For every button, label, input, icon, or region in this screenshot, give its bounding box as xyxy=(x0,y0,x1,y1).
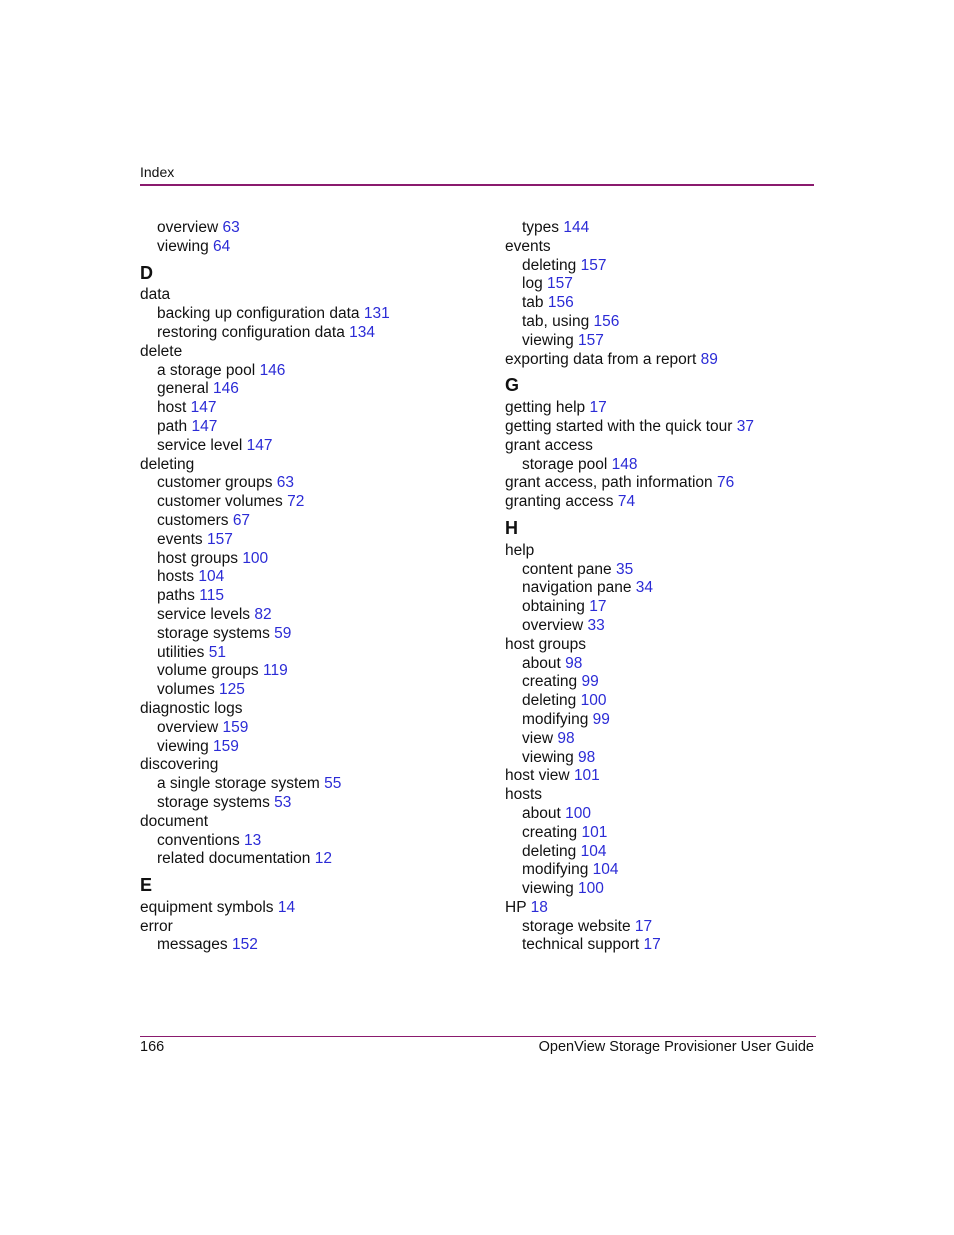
page-link[interactable]: 146 xyxy=(213,380,239,398)
page-link[interactable]: 134 xyxy=(349,323,376,341)
index-subentry xyxy=(505,936,845,955)
index-term: hosts xyxy=(157,568,195,586)
index-term: deleting xyxy=(522,842,577,860)
index-term: customer groups xyxy=(157,474,273,492)
page-link[interactable]: 101 xyxy=(581,823,608,841)
page-link[interactable]: 159 xyxy=(222,718,249,736)
index-term: viewing xyxy=(157,737,209,755)
index-subentry xyxy=(505,313,845,332)
page-link[interactable]: 98 xyxy=(565,654,583,672)
page-link[interactable]: 18 xyxy=(530,898,548,916)
index-term: grant access xyxy=(505,436,593,454)
page-link[interactable]: 101 xyxy=(573,767,600,785)
index-term: viewing xyxy=(522,748,574,766)
index-subentry xyxy=(505,219,845,238)
page-link[interactable]: 100 xyxy=(578,880,604,898)
page-link[interactable]: 98 xyxy=(578,748,596,766)
header-rule xyxy=(140,184,814,186)
page-link[interactable]: 100 xyxy=(242,549,269,567)
index-entry xyxy=(505,351,845,370)
index-subentry xyxy=(140,738,480,757)
index-entry xyxy=(505,767,845,786)
index-term: overview xyxy=(157,718,219,736)
page-link[interactable]: 147 xyxy=(190,399,217,417)
index-entry xyxy=(505,399,845,418)
page-link[interactable]: 72 xyxy=(287,493,305,511)
index-subentry xyxy=(140,662,480,681)
index-term: a storage pool xyxy=(157,361,256,379)
index-section-letter: D xyxy=(140,262,153,283)
index-subentry xyxy=(505,692,845,711)
page-link[interactable]: 159 xyxy=(213,737,239,755)
index-term: customers xyxy=(157,511,229,529)
index-subentry xyxy=(505,805,845,824)
index-entry xyxy=(505,542,845,561)
page-link[interactable]: 104 xyxy=(592,861,619,879)
page-link[interactable]: 131 xyxy=(363,305,390,323)
page-link[interactable]: 13 xyxy=(244,831,262,849)
page-link[interactable]: 55 xyxy=(324,775,342,793)
page-link[interactable]: 63 xyxy=(276,474,295,492)
index-subentry xyxy=(505,294,845,313)
index-subentry xyxy=(140,794,480,813)
index-term: tab xyxy=(522,294,544,312)
index-term: utilities xyxy=(157,643,205,661)
index-term: creating xyxy=(522,823,578,841)
index-subentry xyxy=(505,918,845,937)
page-link[interactable]: 156 xyxy=(593,312,620,330)
page-link[interactable]: 76 xyxy=(716,474,735,492)
running-header: Index xyxy=(140,164,175,180)
index-term: about xyxy=(522,804,561,822)
index-subentry xyxy=(140,512,480,531)
page-link[interactable]: 67 xyxy=(232,511,251,529)
index-entry xyxy=(140,286,480,305)
page-link[interactable]: 157 xyxy=(580,256,607,274)
page-link[interactable]: 157 xyxy=(578,331,604,349)
index-subentry xyxy=(505,824,845,843)
page-link[interactable]: 144 xyxy=(563,219,590,236)
index-subentry xyxy=(140,324,480,343)
index-term: content pane xyxy=(522,560,612,578)
index-term: navigation pane xyxy=(522,579,632,597)
index-term: data xyxy=(140,286,171,304)
index-subentry xyxy=(140,380,480,399)
index-term: host groups xyxy=(505,635,586,653)
index-term: path xyxy=(157,417,188,435)
index-subentry xyxy=(505,861,845,880)
index-subentry xyxy=(140,238,480,257)
index-term: related documentation xyxy=(157,850,311,868)
index-subentry xyxy=(505,749,845,768)
page-link[interactable]: 125 xyxy=(219,681,245,699)
page-link[interactable]: 17 xyxy=(589,598,607,616)
index-term: view xyxy=(522,729,554,747)
index-term: getting help xyxy=(505,399,586,417)
index-term: equipment symbols xyxy=(140,898,274,916)
index-entry xyxy=(505,437,845,456)
index-term: deleting xyxy=(140,455,195,473)
index-section-letter: H xyxy=(505,517,518,538)
page-link[interactable]: 14 xyxy=(277,898,296,916)
page-link[interactable]: 37 xyxy=(736,417,755,435)
index-entry xyxy=(505,786,845,805)
index-term: host groups xyxy=(157,549,238,567)
index-subentry xyxy=(140,531,480,550)
index-subentry xyxy=(505,843,845,862)
index-entry xyxy=(505,474,845,493)
index-term: viewing xyxy=(522,880,574,898)
page-link[interactable]: 119 xyxy=(262,662,288,680)
index-term: log xyxy=(522,275,543,293)
index-subentry xyxy=(505,711,845,730)
page-link[interactable]: 146 xyxy=(259,361,286,379)
index-subentry xyxy=(505,655,845,674)
page-link[interactable]: 99 xyxy=(592,710,610,728)
index-term: host view xyxy=(505,767,570,785)
index-entry xyxy=(505,238,845,257)
index-term: modifying xyxy=(522,861,589,879)
index-subentry xyxy=(140,474,480,493)
index-term: general xyxy=(157,380,209,398)
index-subentry xyxy=(140,550,480,569)
index-subentry xyxy=(505,598,845,617)
index-section-letter: E xyxy=(140,875,153,896)
index-subentry xyxy=(140,775,480,794)
page-link[interactable]: 157 xyxy=(547,275,573,293)
index-entry xyxy=(140,343,480,362)
index-term: host xyxy=(157,399,187,417)
index-term: exporting data from a report xyxy=(505,350,697,368)
page-link[interactable]: 104 xyxy=(198,568,225,586)
index-subentry xyxy=(140,362,480,381)
index-term: viewing xyxy=(157,237,209,255)
index-term: storage website xyxy=(522,917,631,935)
page-link[interactable]: 157 xyxy=(206,530,233,548)
index-entry xyxy=(140,918,480,937)
index-term: obtaining xyxy=(522,598,585,616)
index-term: service level xyxy=(157,436,243,454)
index-term: deleting xyxy=(522,692,577,710)
index-term: grant access, path information xyxy=(505,474,713,492)
page-link[interactable]: 17 xyxy=(643,936,661,954)
footer-rule xyxy=(140,1036,816,1037)
index-subentry xyxy=(505,617,845,636)
index-term: service levels xyxy=(157,605,251,623)
index-subentry xyxy=(140,936,480,955)
index-subentry xyxy=(140,850,480,869)
index-term: creating xyxy=(522,673,578,691)
index-term: overview xyxy=(522,616,584,634)
page-number: 166 xyxy=(140,1039,165,1055)
index-subentry xyxy=(505,730,845,749)
page-link[interactable]: 74 xyxy=(617,493,636,511)
index-subentry xyxy=(140,644,480,663)
index-term: diagnostic logs xyxy=(140,699,243,717)
page-link[interactable]: 59 xyxy=(274,624,292,642)
index-term: tab, using xyxy=(522,312,590,330)
page-link[interactable]: 100 xyxy=(580,692,607,710)
index-entry xyxy=(505,636,845,655)
index-term: storage systems xyxy=(157,793,270,811)
index-entry xyxy=(140,756,480,775)
index-entry xyxy=(140,700,480,719)
index-subentry xyxy=(140,568,480,587)
page-link[interactable]: 104 xyxy=(580,842,607,860)
page-link[interactable]: 156 xyxy=(547,294,574,312)
index-subentry xyxy=(140,681,480,700)
index-term: storage systems xyxy=(157,624,270,642)
index-entry xyxy=(505,493,845,512)
page-link[interactable]: 17 xyxy=(634,917,653,935)
index-term: hosts xyxy=(505,786,543,804)
index-term: document xyxy=(140,812,209,830)
index-term: about xyxy=(522,654,561,672)
index-subentry xyxy=(140,493,480,512)
page-link[interactable]: 53 xyxy=(274,793,292,811)
page-link[interactable]: 64 xyxy=(213,237,231,255)
page-link[interactable]: 147 xyxy=(246,436,273,454)
index-entry xyxy=(140,899,480,918)
index-entry xyxy=(140,813,480,832)
page-link[interactable]: 98 xyxy=(557,729,575,747)
index-column-right xyxy=(505,219,845,955)
index-subentry xyxy=(140,437,480,456)
index-term: events xyxy=(157,530,203,548)
index-entry xyxy=(505,899,845,918)
page-link[interactable]: 35 xyxy=(615,560,634,578)
index-subentry xyxy=(140,305,480,324)
index-term: discovering xyxy=(140,756,219,774)
index-term: restoring configuration data xyxy=(157,323,345,341)
index-term: error xyxy=(140,917,173,935)
index-term: types xyxy=(522,219,560,236)
index-entry xyxy=(505,418,845,437)
index-term: a single storage system xyxy=(157,775,320,793)
index-subentry xyxy=(140,625,480,644)
index-subentry xyxy=(140,219,480,238)
index-subentry xyxy=(505,332,845,351)
page-link[interactable]: 89 xyxy=(700,350,718,368)
index-term: volume groups xyxy=(157,662,259,680)
page-link[interactable]: 12 xyxy=(314,850,332,868)
index-subentry xyxy=(140,719,480,738)
page-link[interactable]: 82 xyxy=(254,605,272,623)
page-link[interactable]: 100 xyxy=(565,804,591,822)
index-term: delete xyxy=(140,342,183,360)
index-term: paths xyxy=(157,587,195,605)
index-section-letter: G xyxy=(505,375,520,396)
index-term: HP xyxy=(505,898,527,916)
page-link[interactable]: 148 xyxy=(611,455,638,473)
page-link[interactable]: 33 xyxy=(587,616,605,634)
index-subentry xyxy=(140,399,480,418)
index-subentry xyxy=(505,456,845,475)
page-link[interactable]: 17 xyxy=(589,399,607,417)
index-term: help xyxy=(505,541,535,559)
page-link[interactable]: 51 xyxy=(208,643,226,661)
index-term: events xyxy=(505,237,551,255)
index-entry xyxy=(140,456,480,475)
page-link[interactable]: 152 xyxy=(231,936,258,954)
index-subentry xyxy=(505,880,845,899)
index-term: messages xyxy=(157,936,228,954)
page-link[interactable]: 147 xyxy=(191,417,218,435)
index-term: granting access xyxy=(505,493,614,511)
page-link[interactable]: 99 xyxy=(581,673,599,691)
index-term: technical support xyxy=(522,936,640,954)
index-column-left xyxy=(140,219,480,955)
index-term: conventions xyxy=(157,831,240,849)
index-term: customer volumes xyxy=(157,493,283,511)
document-title: OpenView Storage Provisioner User Guide xyxy=(538,1039,814,1055)
index-term: deleting xyxy=(522,256,577,274)
index-term: viewing xyxy=(522,331,574,349)
index-subentry xyxy=(140,832,480,851)
index-subentry xyxy=(140,606,480,625)
index-term: backing up configuration data xyxy=(157,305,360,323)
index-term: overview xyxy=(157,219,219,236)
index-term: modifying xyxy=(522,710,589,728)
index-subentry xyxy=(140,587,480,606)
index-subentry xyxy=(505,561,845,580)
index-subentry xyxy=(140,418,480,437)
index-subentry xyxy=(505,673,845,692)
index-term: volumes xyxy=(157,681,215,699)
page-link[interactable]: 63 xyxy=(222,219,240,236)
index-subentry xyxy=(505,275,845,294)
page-link[interactable]: 34 xyxy=(635,579,654,597)
index-term: getting started with the quick tour xyxy=(505,417,733,435)
index-term: storage pool xyxy=(522,455,608,473)
index-subentry xyxy=(505,579,845,598)
page-link[interactable]: 115 xyxy=(199,587,224,605)
index-subentry xyxy=(505,257,845,276)
